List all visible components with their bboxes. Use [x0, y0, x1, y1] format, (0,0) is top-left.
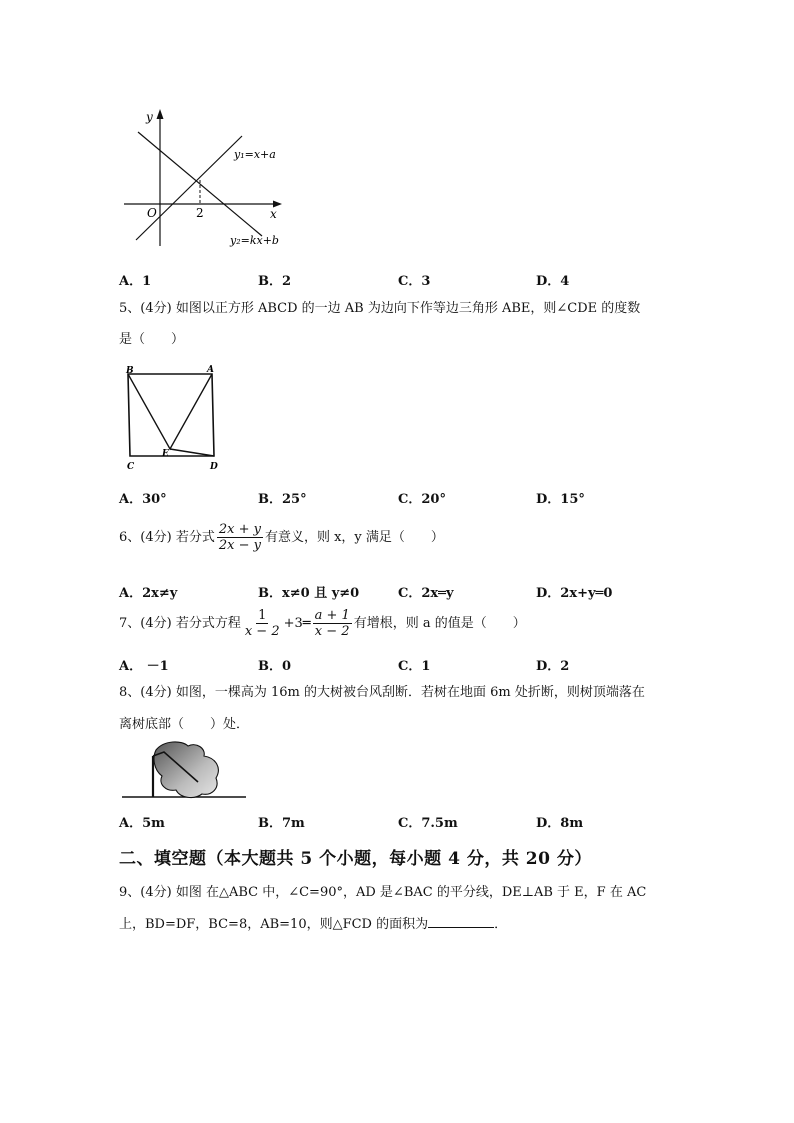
- vertex-a-label: A: [207, 365, 214, 375]
- q6-option-c[interactable]: C．2x═y: [398, 586, 454, 601]
- square-abcd: [128, 374, 214, 456]
- q8-option-a[interactable]: A．5m: [119, 816, 165, 831]
- q7-prefix: 7、(4分) 若分式方程: [119, 615, 241, 631]
- tree-foliage: [154, 742, 218, 798]
- section-2-title: 二、填空题（本大题共 5 个小题，每小题 4 分，共 20 分）: [119, 849, 592, 869]
- q4-option-d[interactable]: D．4: [536, 274, 570, 289]
- tick-label-2: 2: [196, 206, 204, 220]
- q7-left-numerator: 1: [258, 608, 267, 623]
- q7-fraction-left: [243, 608, 282, 639]
- y-axis-arrow-icon: [157, 109, 164, 119]
- q5-question-line1: 5、(4分) 如图以正方形 ABCD 的一边 AB 为边向下作等边三角形 ABE，则∠CDE 的度数: [119, 301, 641, 316]
- q6-numerator: 2x + y: [218, 522, 261, 537]
- q7-suffix: 有增根，则 a 的值是（ ）: [353, 615, 526, 631]
- q9-line2-end: ．: [494, 917, 508, 932]
- vertex-e-label: E: [162, 449, 169, 459]
- triangle-abe: [128, 374, 212, 449]
- q8-question-line1: 8、(4分) 如图，一棵高为 16m 的大树被台风刮断．若树在地面 6m 处折断，则树顶端落在: [119, 685, 645, 700]
- q5-option-c[interactable]: C．20°: [398, 492, 446, 507]
- q7-option-a[interactable]: A． －1: [119, 659, 169, 674]
- vertex-d-label: D: [210, 462, 218, 472]
- q5-option-d[interactable]: D．15°: [536, 492, 585, 507]
- q8-option-c[interactable]: C．7.5m: [398, 816, 458, 831]
- q6-prefix: 6、(4分) 若分式: [119, 529, 215, 545]
- line-y1: [136, 136, 242, 240]
- q4-option-a[interactable]: A．1: [119, 274, 152, 289]
- q5-option-b[interactable]: B．25°: [258, 492, 307, 507]
- q7-right-denominator: x − 2: [314, 624, 350, 639]
- q7-option-c[interactable]: C．1: [398, 659, 431, 674]
- line-y1-label: y₁=x+a: [234, 148, 276, 161]
- q8-question-line2: 离树底部（ ）处．: [119, 717, 250, 732]
- q4-option-c[interactable]: C．3: [398, 274, 431, 289]
- q7-left-denominator: x − 2: [244, 624, 280, 639]
- q7-right-numerator: a + 1: [314, 608, 350, 623]
- vertex-c-label: C: [127, 462, 135, 472]
- q9-question-line1: 9、(4分) 如图 在△ABC 中，∠C=90°，AD 是∠BAC 的平分线，DE⊥AB 于 E，F 在 AC: [119, 885, 647, 900]
- q6-question: [119, 522, 444, 553]
- q6-option-b[interactable]: B．x≠0 且 y≠0: [258, 586, 360, 601]
- q6-fraction: [217, 522, 263, 553]
- q4-option-b[interactable]: B．2: [258, 274, 292, 289]
- q7-question: [119, 608, 526, 639]
- q7-option-d[interactable]: D．2: [536, 659, 570, 674]
- q9-question-line2: [119, 915, 507, 934]
- segment-ed: [170, 449, 214, 456]
- vertex-b-label: B: [126, 366, 134, 376]
- q6-option-a[interactable]: A．2x≠y: [119, 586, 178, 601]
- y-axis-label: y: [146, 110, 153, 124]
- q7-middle: +3═: [283, 615, 311, 631]
- q6-suffix: 有意义，则 x，y 满足（ ）: [264, 529, 444, 545]
- q7-option-b[interactable]: B．0: [258, 659, 292, 674]
- q6-denominator: 2x − y: [218, 538, 261, 553]
- q8-option-d[interactable]: D．8m: [536, 816, 584, 831]
- origin-label: O: [147, 206, 157, 220]
- broken-tree-figure: [120, 738, 250, 802]
- q5-question-line2: 是（ ）: [119, 332, 185, 347]
- q5-option-a[interactable]: A．30°: [119, 492, 167, 507]
- q8-option-b[interactable]: B．7m: [258, 816, 305, 831]
- x-axis-label: x: [270, 207, 277, 221]
- q7-fraction-right: [313, 608, 352, 639]
- q9-answer-blank[interactable]: [428, 915, 494, 928]
- q6-option-d[interactable]: D．2x+y═0: [536, 586, 613, 601]
- square-triangle-figure: [122, 364, 222, 472]
- q9-line2-text: 上，BD=DF，BC=8，AB=10，则△FCD 的面积为: [119, 917, 429, 932]
- line-y2-label: y₂=kx+b: [230, 234, 279, 247]
- linear-functions-graph: [118, 106, 298, 256]
